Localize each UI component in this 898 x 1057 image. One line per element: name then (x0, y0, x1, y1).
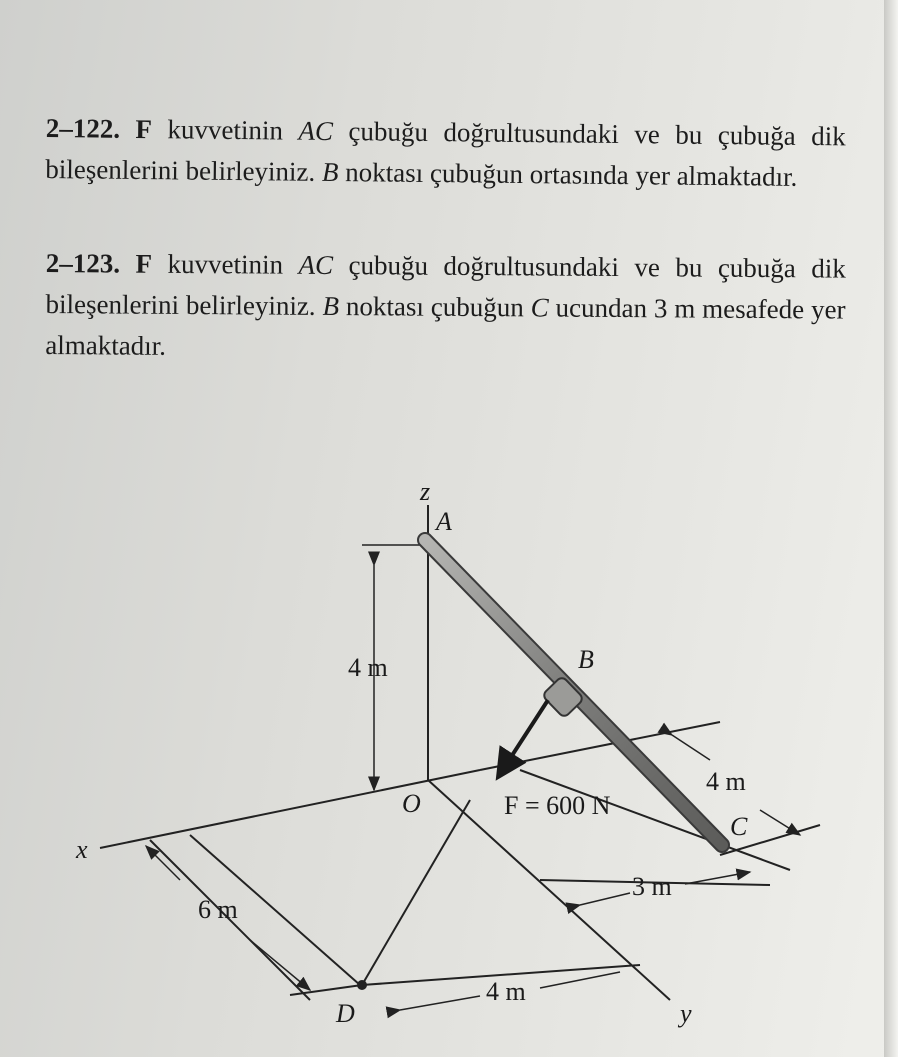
dim-y-offset-label: 3 m (632, 872, 672, 901)
end-label: C (530, 292, 549, 323)
point-B-label: B (578, 645, 594, 674)
point-D-label: D (336, 999, 355, 1028)
force-arrow (500, 700, 548, 774)
text: kuvvetinin (151, 248, 299, 280)
problem-number: 2–122. (45, 112, 121, 144)
x-axis (100, 770, 480, 848)
dim-bottom-label: 4 m (486, 977, 526, 1006)
force-symbol: F (135, 248, 153, 279)
dim-c-4m-left (672, 735, 710, 760)
text: ucundan 3 m mesafede yer almaktadır. (45, 292, 846, 361)
rod-label: AC (298, 249, 334, 281)
point-C-label: C (730, 812, 748, 841)
z-axis-label: z (420, 477, 431, 506)
collar-B (542, 676, 584, 718)
dim-x-label: 6 m (198, 895, 238, 924)
force-label: F = 600 N (504, 791, 611, 820)
point-O-label: O (402, 789, 421, 818)
text: kuvvetinin (151, 114, 299, 146)
point-D-dot (357, 980, 367, 990)
dim-3m-left (580, 893, 630, 905)
text: çubuğu doğrultusundaki ve bu çubuğa dik bileşenlerini belirleyiniz. (45, 116, 846, 187)
dim-bottom-4m-left (400, 996, 480, 1010)
text: noktası çubuğun ortasında yer almaktadır. (338, 157, 798, 192)
dim-c-4m-right (760, 810, 800, 835)
dim-3m-right (685, 872, 750, 884)
dim-bottom-4m-right (540, 972, 620, 988)
y-axis-label: y (680, 999, 692, 1028)
point-label: B (322, 290, 340, 322)
point-A-label: A (436, 507, 452, 536)
dim-6m-arrow-bottom (250, 940, 310, 990)
line-O-D (362, 800, 470, 985)
x-axis-label: x (76, 835, 88, 864)
dim-c-offset-label: 4 m (706, 767, 746, 796)
rod-label: AC (298, 115, 334, 147)
problem-number: 2–123. (45, 247, 121, 279)
text: çubuğu doğrultusundaki ve bu çubuğa dik bileşenlerini belirleyiniz. (45, 250, 846, 321)
dim-6m-arrow-top (146, 846, 180, 880)
dim-vertical-label: 4 m (348, 653, 388, 682)
point-label: B (321, 156, 339, 188)
text: noktası çubuğun (338, 291, 531, 323)
force-symbol: F (135, 113, 153, 145)
